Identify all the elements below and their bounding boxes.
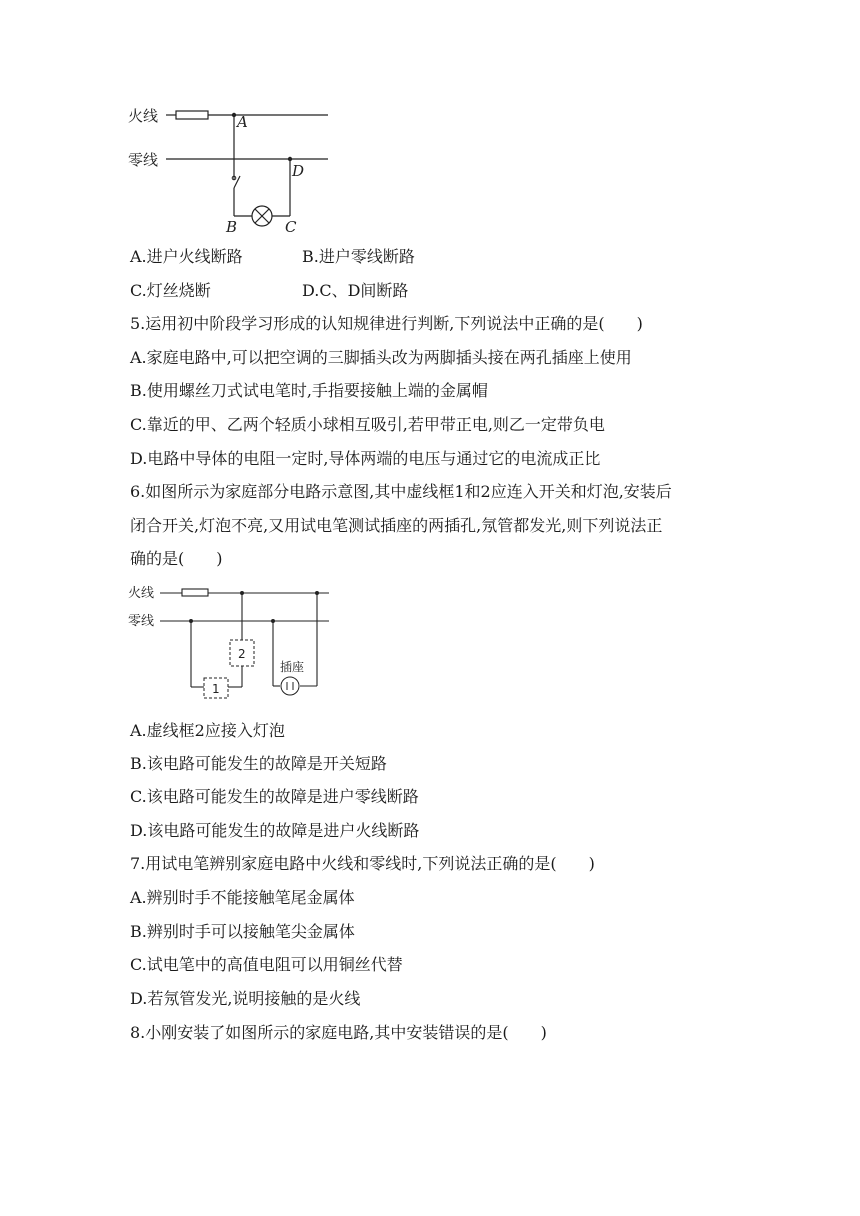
q8-stem: 8.小刚安装了如图所示的家庭电路,其中安装错误的是( ) [130,1023,547,1042]
box-2-label: 2 [238,647,246,661]
q6-option-a: A.虚线框2应接入灯泡 [130,721,285,740]
q4-option-b: B.进户零线断路 [302,247,415,266]
q6-option-d: D.该电路可能发生的故障是进户火线断路 [130,821,420,840]
q6-stem-line-3: 确的是( ) [130,549,223,568]
neutral-wire-label: 零线 [128,151,159,169]
live-wire-label: 火线 [128,586,155,601]
circuit-diagram-1 [118,100,338,240]
point-a-label: A [237,113,248,131]
socket-icon [281,677,299,695]
q7-option-b: B.辨别时手可以接触笔尖金属体 [130,922,355,941]
q5-option-c: C.靠近的甲、乙两个轻质小球相互吸引,若甲带正电,则乙一定带负电 [130,415,605,434]
box-1-label: 1 [212,682,220,696]
q5-option-a: A.家庭电路中,可以把空调的三脚插头改为两脚插头接在两孔插座上使用 [130,348,632,367]
neutral-wire-label: 零线 [128,614,155,629]
circuit-diagram-2 [124,580,344,710]
q6-option-c: C.该电路可能发生的故障是进户零线断路 [130,787,419,806]
q7-stem: 7.用试电笔辨别家庭电路中火线和零线时,下列说法正确的是( ) [130,854,595,873]
q6-option-b: B.该电路可能发生的故障是开关短路 [130,754,387,773]
q7-option-d: D.若氖管发光,说明接触的是火线 [130,989,361,1008]
point-d-label: D [292,162,305,180]
point-b-label: B [226,218,238,236]
socket-label: 插座 [280,660,305,674]
fuse [182,589,208,596]
fuse [176,111,208,119]
q5-option-d: D.电路中导体的电阻一定时,导体两端的电压与通过它的电流成正比 [130,449,601,468]
q6-stem-line-1: 6.如图所示为家庭部分电路示意图,其中虚线框1和2应连入开关和灯泡,安装后 [130,482,672,501]
q5-stem: 5.运用初中阶段学习形成的认知规律进行判断,下列说法中正确的是( ) [130,314,643,333]
q4-option-a: A.进户火线断路 [130,247,243,266]
q7-option-a: A.辨别时手不能接触笔尾金属体 [130,888,355,907]
q4-option-c: C.灯丝烧断 [130,281,211,300]
q7-option-c: C.试电笔中的高值电阻可以用铜丝代替 [130,955,403,974]
q5-option-b: B.使用螺丝刀式试电笔时,手指要接触上端的金属帽 [130,381,488,400]
live-wire-label: 火线 [128,107,159,125]
q6-stem-line-2: 闭合开关,灯泡不亮,又用试电笔测试插座的两插孔,氖管都发光,则下列说法正 [130,516,663,535]
point-c-label: C [285,218,297,236]
q4-option-d: D.C、D间断路 [302,281,409,300]
